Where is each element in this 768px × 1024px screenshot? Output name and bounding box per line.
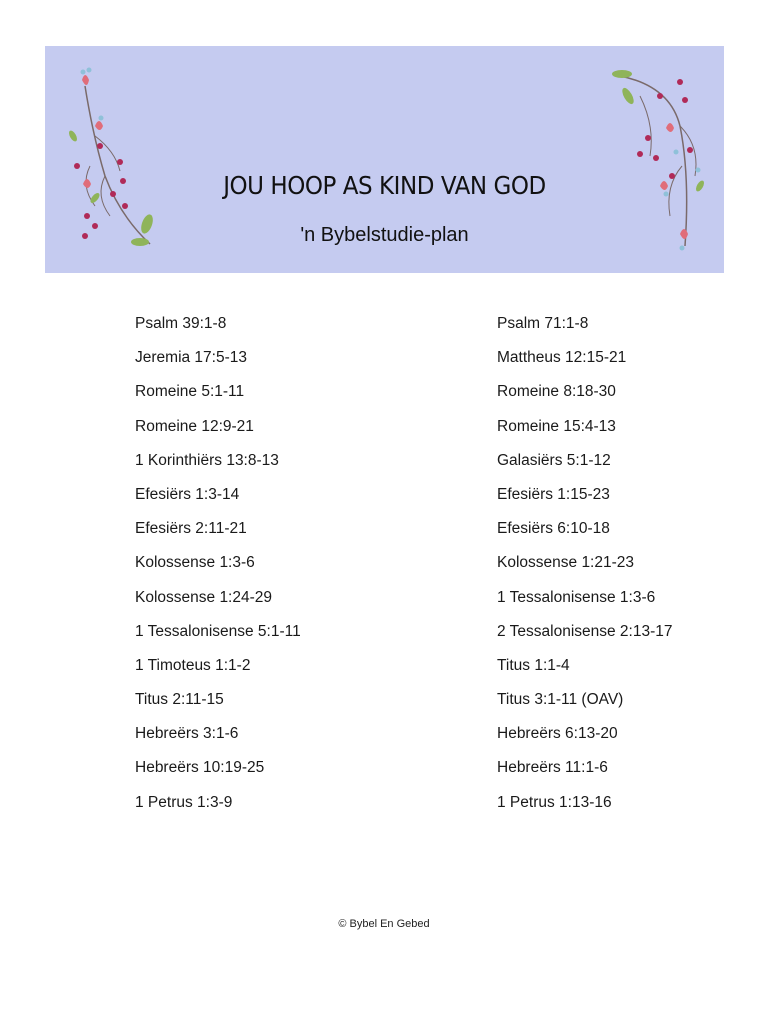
reading-item: Kolossense 1:21-23	[497, 554, 635, 572]
reading-item: Galasiërs 5:1-12	[497, 451, 611, 469]
reading-item: 1 Timoteus 1:1-2	[135, 656, 251, 674]
reading-item: Efesiërs 2:11-21	[135, 520, 247, 538]
reading-item: 1 Petrus 1:3-9	[135, 793, 233, 811]
reading-item: Titus 1:1-4	[497, 656, 570, 674]
reading-list-left	[135, 312, 301, 825]
reading-item: Titus 2:11-15	[135, 691, 224, 709]
reading-item: Titus 3:1-11 (OAV)	[497, 691, 624, 709]
reading-item: 1 Tessalonisense 5:1-11	[135, 622, 301, 640]
reading-item: Kolossense 1:3-6	[135, 554, 255, 572]
reading-item: Romeine 15:4-13	[497, 417, 616, 435]
reading-item: Jeremia 17:5-13	[135, 349, 248, 367]
reading-item: Mattheus 12:15-21	[497, 349, 627, 367]
reading-item: 1 Korinthiërs 13:8-13	[135, 451, 279, 469]
page-title: JOU HOOP AS KIND VAN GOD	[223, 171, 546, 200]
reading-item: Hebreërs 10:19-25	[135, 759, 265, 777]
reading-item: Psalm 71:1-8	[497, 315, 589, 332]
reading-item: Psalm 39:1-8	[135, 315, 227, 332]
reading-item: 1 Petrus 1:13-16	[497, 793, 612, 811]
reading-item: Kolossense 1:24-29	[135, 588, 273, 606]
reading-item: Efesiërs 6:10-18	[497, 520, 610, 538]
header-banner	[45, 46, 724, 273]
reading-list-right	[497, 312, 673, 825]
reading-item: 2 Tessalonisense 2:13-17	[497, 622, 673, 640]
reading-item: Efesiërs 1:3-14	[135, 485, 240, 503]
copyright-footer: © Bybel En Gebed	[338, 918, 430, 930]
reading-item: Hebreërs 3:1-6	[135, 725, 239, 743]
page-subtitle: 'n Bybelstudie-plan	[300, 224, 469, 246]
reading-item: Romeine 5:1-11	[135, 383, 245, 401]
reading-item: 1 Tessalonisense 1:3-6	[497, 588, 656, 606]
reading-item: Efesiërs 1:15-23	[497, 485, 610, 503]
reading-item: Hebreërs 11:1-6	[497, 759, 608, 777]
reading-item: Romeine 12:9-21	[135, 417, 254, 435]
reading-item: Romeine 8:18-30	[497, 383, 616, 401]
reading-item: Hebreërs 6:13-20	[497, 725, 618, 743]
